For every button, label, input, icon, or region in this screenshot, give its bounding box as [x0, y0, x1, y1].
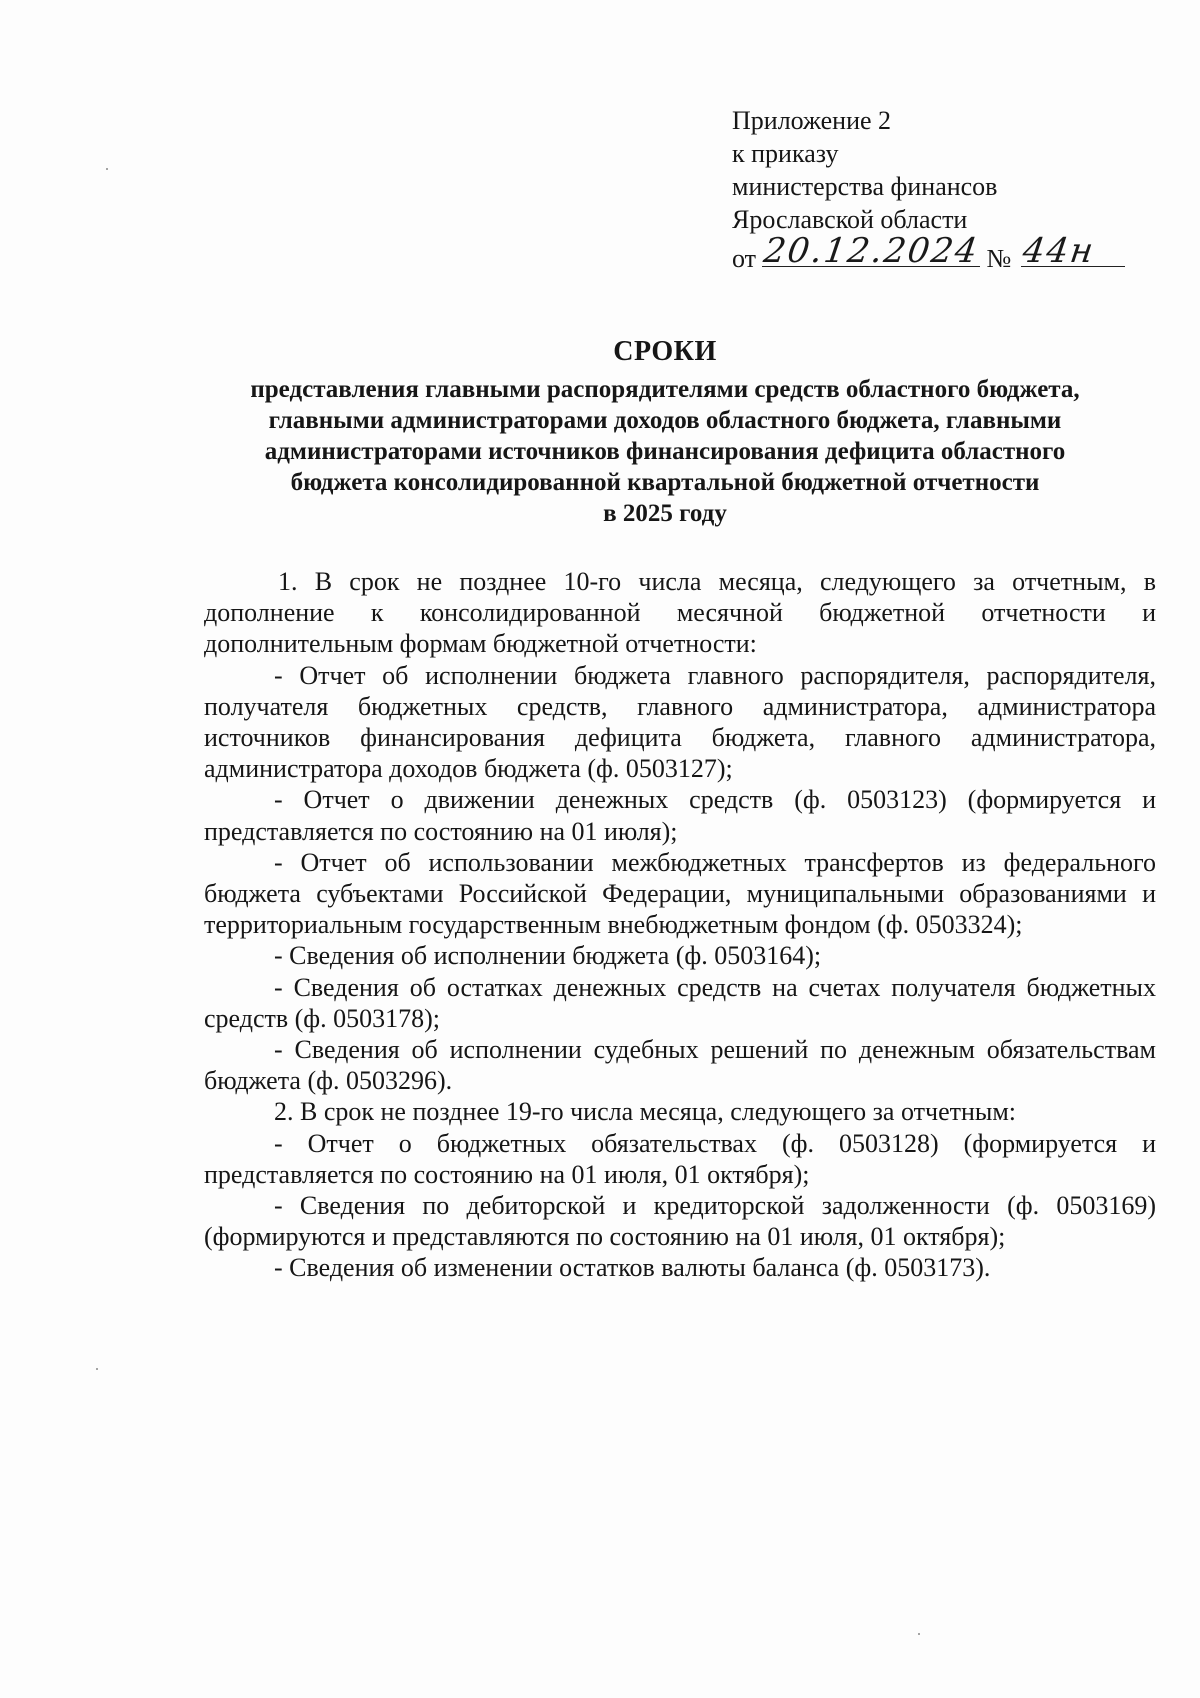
order-date-number-line	[732, 231, 1132, 276]
appendix-line: Приложение 2	[732, 106, 892, 135]
section-1-item: - Отчет о движении денежных средств (ф. 0503123) (формируется и представляется по состоянию на 01 июля);	[204, 785, 1156, 846]
section-1-item: - Сведения об исполнении судебных решений по денежным обязательствам бюджета (ф. 0503296).	[204, 1035, 1156, 1096]
section-1-intro: 1. В срок не позднее 10-го числа месяца, следующего за отчетным, в дополнение к консолидированной месячной бюджетной отчетности и дополнительным формам бюджетной отчетности:	[204, 567, 1156, 659]
section-1-item: - Сведения об остатках денежных средств на счетах получателя бюджетных средств (ф. 0503178);	[204, 972, 1156, 1033]
number-prefix: №	[986, 244, 1012, 273]
subtitle-line: бюджета консолидированной квартальной бюджетной отчетности	[290, 469, 1040, 496]
document-body	[204, 566, 1156, 1284]
section-2-item: - Отчет о бюджетных обязательствах (ф. 0503128) (формируется и представляется по состоянию на 01 июля, 01 октября);	[204, 1128, 1156, 1189]
document-title-block	[150, 334, 1180, 529]
order-date-field	[761, 231, 982, 271]
appendix-line: Ярославской области	[732, 205, 968, 234]
order-date-handwritten: 20.12.2024	[761, 231, 982, 271]
subtitle-line: главными администраторами доходов областного бюджета, главными	[268, 407, 1062, 434]
order-number-handwritten: 44н	[1020, 231, 1098, 271]
subtitle-line: представления главными распорядителями средств областного бюджета,	[250, 376, 1080, 403]
subtitle-line: администраторами источников финансирования дефицита областного	[264, 438, 1066, 465]
appendix-line: министерства финансов	[732, 172, 998, 201]
section-1-item: - Сведения об исполнении бюджета (ф. 0503164);	[274, 941, 822, 971]
scan-speck	[96, 1368, 98, 1370]
date-prefix: от	[732, 244, 757, 273]
scan-speck	[106, 168, 108, 170]
section-1-item: - Отчет об использовании межбюджетных трансфертов из федерального бюджета субъектами Российской Федерации, муниципальными образованиями и территориальным государственным внебюджетным фондом (ф. 0503324);	[204, 847, 1156, 940]
section-2-item: - Сведения об изменении остатков валюты баланса (ф. 0503173).	[274, 1253, 991, 1283]
appendix-line: к приказу	[732, 139, 839, 168]
section-2-intro: 2. В срок не позднее 19-го числа месяца, следующего за отчетным:	[274, 1097, 1017, 1127]
appendix-header	[732, 104, 1132, 276]
section-1-item: - Отчет об исполнении бюджета главного распорядителя, распорядителя, получателя бюджетных средств, главного администратора, администратора источников финансирования дефицита бюджета, главного администратора, администратора доходов бюджета (ф. 0503127);	[204, 660, 1156, 784]
scan-speck	[918, 1633, 920, 1635]
subtitle-line: в 2025 году	[603, 500, 727, 527]
document-title: СРОКИ	[613, 336, 717, 367]
section-2-item: - Сведения по дебиторской и кредиторской задолженности (ф. 0503169) (формируются и представляются по состоянию на 01 июля, 01 октября);	[204, 1191, 1156, 1252]
order-number-field	[1020, 231, 1125, 271]
